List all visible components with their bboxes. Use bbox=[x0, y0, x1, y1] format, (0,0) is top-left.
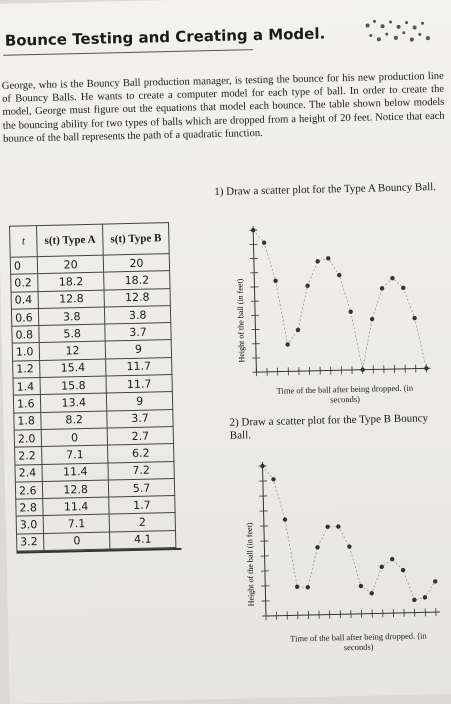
data-point bbox=[273, 279, 277, 283]
cell-t: 2.2 bbox=[15, 447, 43, 465]
data-point bbox=[412, 598, 416, 602]
data-point bbox=[283, 517, 287, 521]
cell-t: 2.4 bbox=[15, 464, 43, 482]
cell-t: 0.2 bbox=[11, 274, 39, 292]
cell-t: 1.6 bbox=[13, 395, 41, 413]
cell-type-a: 0 bbox=[44, 532, 110, 551]
plot1-caption: Time of the ball after being dropped. (in seconds) bbox=[275, 383, 415, 406]
cell-type-b: 11.7 bbox=[106, 357, 172, 376]
data-point bbox=[260, 464, 264, 468]
data-point bbox=[295, 585, 299, 589]
cell-type-b: 9 bbox=[105, 340, 171, 359]
data-point bbox=[347, 544, 351, 548]
cell-type-a: 15.4 bbox=[40, 359, 106, 378]
header-t: t bbox=[10, 226, 38, 258]
table-header-row bbox=[10, 223, 170, 258]
data-point bbox=[325, 525, 329, 529]
cell-t: 2.6 bbox=[15, 481, 43, 499]
data-point bbox=[424, 366, 428, 370]
data-point bbox=[423, 595, 427, 599]
data-point bbox=[390, 276, 394, 280]
data-point bbox=[251, 228, 255, 232]
sketch-line bbox=[263, 462, 436, 603]
cell-type-a: 13.4 bbox=[41, 393, 107, 412]
question-2: 2) Draw a scatter plot for the Type B Bouncy Ball. bbox=[229, 412, 450, 443]
data-table bbox=[9, 222, 176, 552]
cell-type-b: 12.8 bbox=[104, 288, 170, 307]
data-point bbox=[262, 240, 266, 244]
cell-type-a: 18.2 bbox=[38, 272, 104, 291]
cell-type-a: 12.8 bbox=[43, 480, 109, 499]
data-point bbox=[315, 259, 319, 263]
cell-type-b: 6.2 bbox=[108, 444, 174, 463]
data-point bbox=[359, 584, 363, 588]
data-point bbox=[315, 545, 319, 549]
cell-type-a: 7.1 bbox=[42, 445, 108, 464]
data-point bbox=[412, 316, 416, 320]
cell-t: 0.4 bbox=[11, 291, 39, 309]
sketch-line bbox=[253, 226, 426, 372]
data-point bbox=[336, 524, 340, 528]
cell-t: 0.6 bbox=[11, 308, 39, 326]
cell-type-b: 18.2 bbox=[104, 271, 170, 290]
cell-t: 3.0 bbox=[16, 516, 44, 534]
cell-type-b: 2 bbox=[109, 513, 175, 532]
data-point bbox=[326, 256, 330, 260]
title-underline bbox=[3, 49, 253, 56]
cell-type-a: 11.4 bbox=[42, 463, 108, 482]
cell-t: 2.8 bbox=[16, 499, 44, 517]
header-type-b: s(t) Type B bbox=[103, 223, 170, 255]
y-axis-label: Height of the ball (in feet) bbox=[235, 278, 246, 362]
cell-type-a: 8.2 bbox=[41, 411, 107, 430]
cell-type-b: 11.7 bbox=[106, 375, 172, 394]
data-point bbox=[348, 310, 352, 314]
cell-type-a: 12.8 bbox=[38, 290, 104, 309]
y-axis bbox=[262, 462, 265, 616]
data-point bbox=[285, 342, 289, 346]
intro-paragraph: George, who is the Bouncy Ball production manager, is testing the bounce for his new production line of Bouncy Balls. He wants to create a computer model for each type of ball. In order to create the model, George must figure out the equations that model each bounce. The table shown below models the bouncing ability for two types of balls which are dropped from a height of 20 feet. Notice that each bounce of the ball represents the path of a quadratic function. bbox=[2, 70, 445, 146]
cell-type-a: 5.8 bbox=[39, 324, 105, 343]
header-type-a: s(t) Type A bbox=[37, 224, 104, 256]
cell-t: 1.4 bbox=[13, 378, 41, 396]
cell-t: 1.0 bbox=[12, 343, 40, 361]
data-point bbox=[305, 284, 309, 288]
cell-t: 1.2 bbox=[13, 360, 41, 378]
cell-type-a: 3.8 bbox=[39, 307, 105, 326]
cell-type-a: 20 bbox=[38, 255, 104, 274]
data-point bbox=[369, 591, 373, 595]
cell-t: 2.0 bbox=[14, 430, 42, 448]
cell-type-a: 0 bbox=[41, 428, 107, 447]
scatter-plot-type-a bbox=[231, 216, 435, 390]
x-axis bbox=[256, 368, 430, 372]
cell-type-b: 3.7 bbox=[105, 323, 171, 342]
x-axis bbox=[266, 612, 440, 616]
plot2-caption: Time of the ball after being dropped. (in seconds) bbox=[278, 630, 438, 654]
cell-type-a: 7.1 bbox=[43, 514, 109, 533]
cell-type-b: 1.7 bbox=[109, 496, 175, 515]
cell-type-b: 5.7 bbox=[108, 478, 174, 497]
y-axis bbox=[253, 226, 256, 372]
cell-t: 0 bbox=[10, 257, 38, 275]
data-point bbox=[360, 367, 364, 371]
data-point bbox=[337, 273, 341, 277]
cell-type-a: 15.8 bbox=[40, 376, 106, 395]
cell-t: 0.8 bbox=[12, 326, 40, 344]
data-point bbox=[370, 317, 374, 321]
cell-type-b: 3.7 bbox=[107, 409, 173, 428]
question-1: 1) Draw a scatter plot for the Type A Bouncy Ball. bbox=[214, 181, 444, 199]
cell-type-b: 2.7 bbox=[107, 427, 173, 446]
data-point bbox=[433, 579, 437, 583]
cell-type-a: 12 bbox=[39, 342, 105, 361]
cell-type-b: 20 bbox=[103, 254, 169, 273]
cell-type-b: 7.2 bbox=[108, 461, 174, 480]
data-point bbox=[271, 477, 275, 481]
cell-type-a: 11.4 bbox=[43, 497, 109, 516]
cell-t: 3.2 bbox=[17, 533, 45, 551]
page-title: Bounce Testing and Creating a Model. bbox=[5, 24, 326, 49]
cell-t: 1.8 bbox=[14, 412, 42, 430]
y-axis-label: Height of the ball (in feet) bbox=[245, 522, 256, 606]
scatter-plot-type-b bbox=[240, 452, 444, 634]
cell-type-b: 3.8 bbox=[105, 305, 171, 324]
cell-type-b: 9 bbox=[106, 392, 172, 411]
cell-type-b: 4.1 bbox=[110, 530, 176, 549]
decorative-dots bbox=[362, 16, 433, 48]
data-point bbox=[306, 585, 310, 589]
